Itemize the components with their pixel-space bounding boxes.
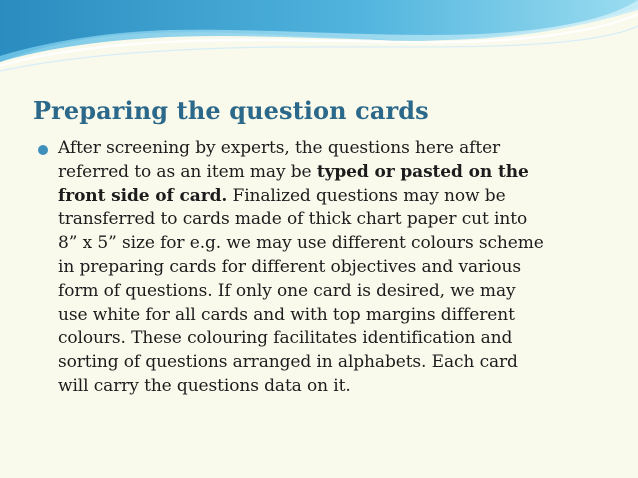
slide-title: Preparing the question cards: [33, 96, 429, 125]
body-line-10: sorting of questions arranged in alphabets. Each card: [58, 352, 518, 373]
body-line-3: [58, 185, 618, 209]
header-wave-decoration: [0, 0, 638, 80]
body-bullet-list: [38, 137, 618, 399]
body-line-9: colours. These colouring facilitates identification and: [58, 328, 513, 349]
filled-circle-bullet-icon: [38, 145, 48, 155]
body-line-4: transferred to cards made of thick chart paper cut into: [58, 209, 528, 230]
body-line-8: use white for all cards and with top margins different: [58, 304, 515, 325]
body-line-2-text: referred to as an item may be: [58, 161, 317, 182]
body-line-5: 8” x 5” size for e.g. we may use different colours scheme: [58, 233, 544, 254]
body-line-1: After screening by experts, the questions here after: [58, 138, 501, 158]
body-line-2-bold: typed or pasted on the: [316, 161, 529, 182]
body-line-3-text: Finalized questions may now be: [227, 185, 506, 206]
body-line-7: form of questions. If only one card is desired, we may: [58, 280, 516, 301]
bullet-paragraph: [38, 137, 618, 399]
body-line-6: in preparing cards for different objectives and various: [58, 256, 521, 277]
body-line-2: [58, 161, 618, 185]
body-line-3-bold: front side of card.: [58, 185, 228, 206]
body-line-11: will carry the questions data on it.: [58, 375, 351, 396]
